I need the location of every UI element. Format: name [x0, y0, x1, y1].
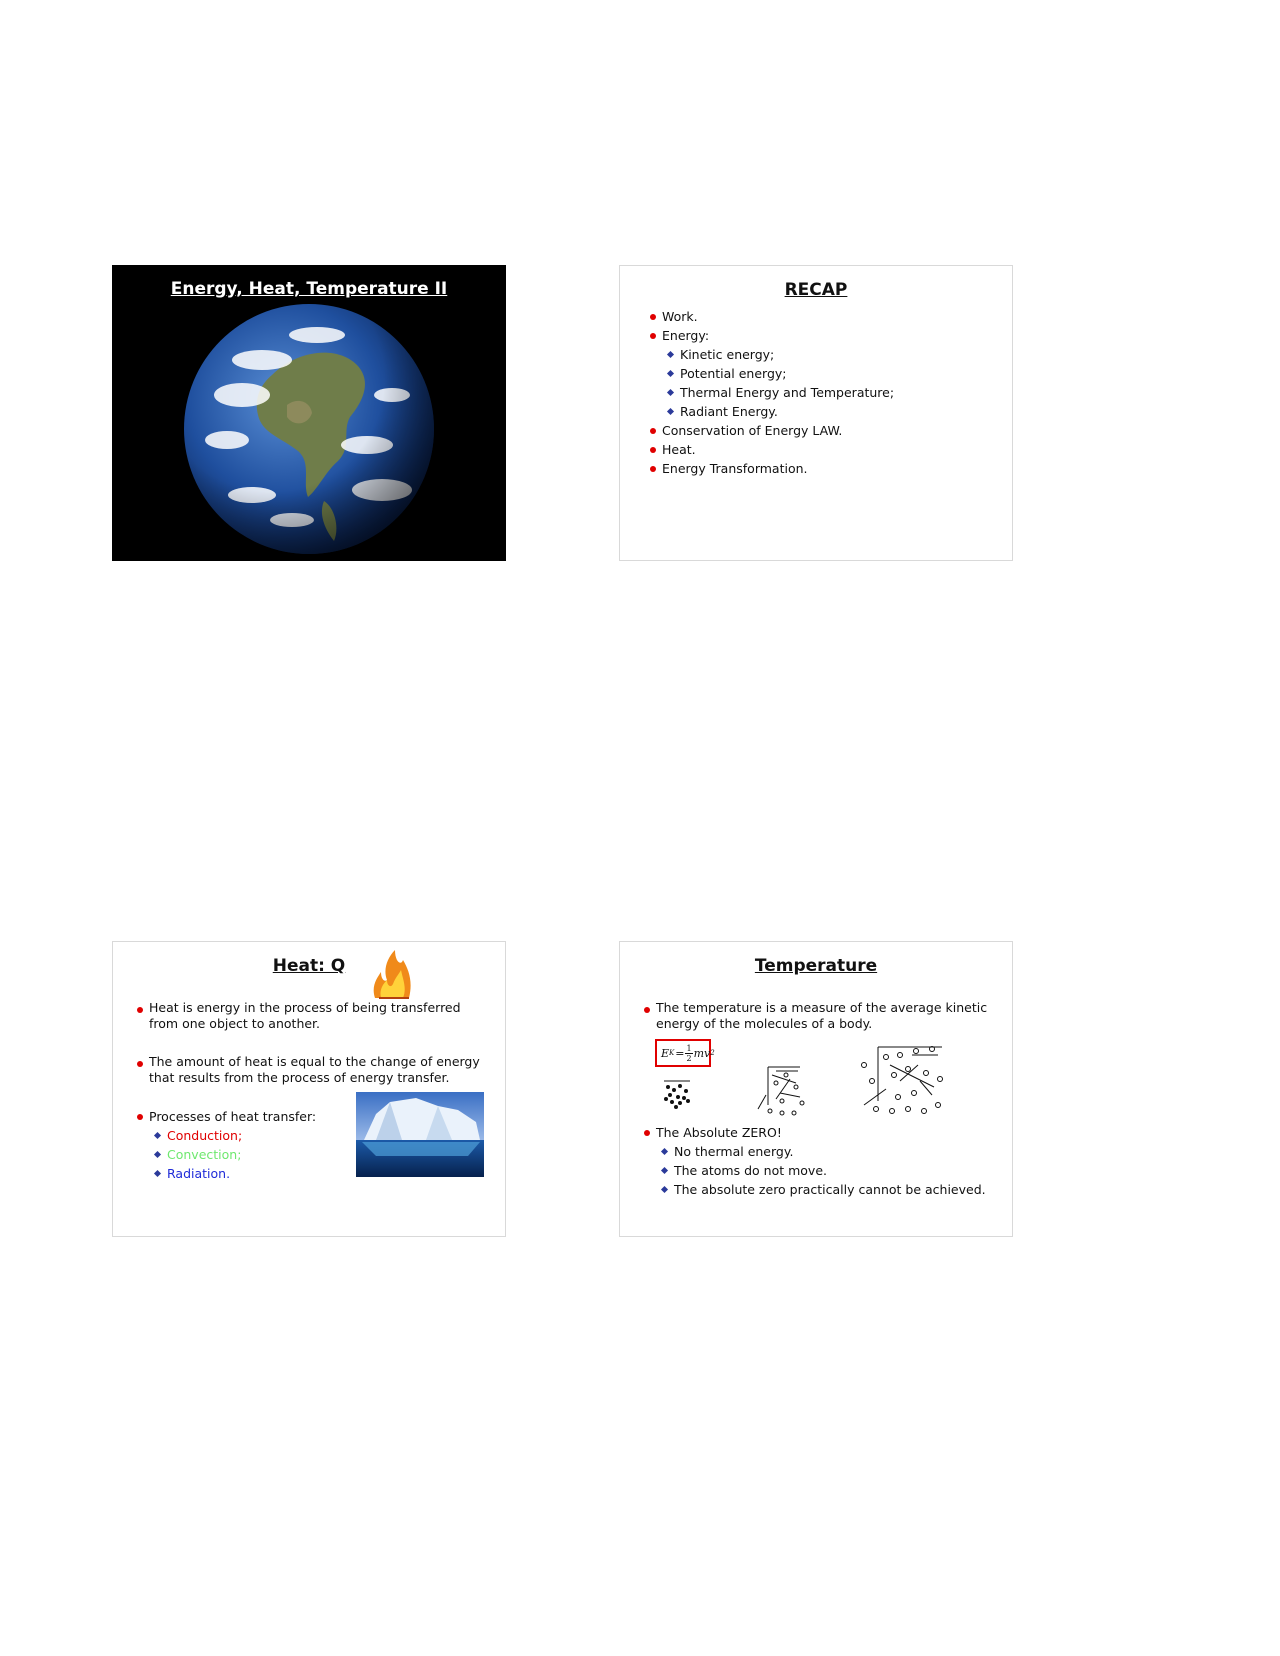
bullet-dot-icon: [137, 1061, 143, 1067]
list-item: Conservation of Energy LAW.: [650, 421, 894, 440]
bullet-diamond-icon: [667, 389, 674, 396]
list-item: The absolute zero practically cannot be achieved.: [644, 1180, 986, 1199]
slide2-title: RECAP: [784, 280, 848, 300]
temperature-bullet-1: The temperature is a measure of the average kinetic energy of the molecules of a body.: [644, 1000, 994, 1032]
bullet-dot-icon: [137, 1114, 143, 1120]
list-item: Convection;: [137, 1145, 316, 1164]
bullet-diamond-icon: [154, 1151, 161, 1158]
bullet-diamond-icon: [154, 1132, 161, 1139]
slide-title-earth: [112, 265, 506, 561]
list-item: Radiant Energy.: [650, 402, 894, 421]
list-item: The Absolute ZERO!: [644, 1123, 986, 1142]
slide-heat: [112, 941, 506, 1237]
list-item: Kinetic energy;: [650, 345, 894, 364]
iceberg-image: [356, 1092, 484, 1177]
list-item: Energy:: [650, 326, 894, 345]
bullet-diamond-icon: [661, 1167, 668, 1174]
flame-icon: [369, 948, 415, 1000]
bullet-diamond-icon: [667, 351, 674, 358]
bullet-dot-icon: [644, 1007, 650, 1013]
bullet-dot-icon: [644, 1130, 650, 1136]
heat-bullet-2: The amount of heat is equal to the change of energy that results from the process of energy transfer.: [137, 1054, 487, 1086]
slide-recap: [619, 265, 1013, 561]
slide4-title: Temperature: [754, 956, 878, 976]
bullet-diamond-icon: [154, 1170, 161, 1177]
list-item: Energy Transformation.: [650, 459, 894, 478]
heat-transfer-list: [137, 1107, 316, 1183]
bullet-dot-icon: [650, 428, 656, 434]
recap-list: [650, 307, 894, 478]
bullet-dot-icon: [650, 447, 656, 453]
bullet-diamond-icon: [667, 370, 674, 377]
list-item: Work.: [650, 307, 894, 326]
slide3-title: Heat: Q: [272, 956, 346, 976]
bullet-diamond-icon: [661, 1186, 668, 1193]
list-item: No thermal energy.: [644, 1142, 986, 1161]
bullet-dot-icon: [650, 333, 656, 339]
list-item: Radiation.: [137, 1164, 316, 1183]
molecules-diagram: [650, 1035, 980, 1121]
bullet-dot-icon: [137, 1007, 143, 1013]
bullet-dot-icon: [650, 314, 656, 320]
heat-bullet-1: Heat is energy in the process of being transferred from one object to another.: [137, 1000, 487, 1032]
list-item: The atoms do not move.: [644, 1161, 986, 1180]
bullet-dot-icon: [650, 466, 656, 472]
list-item: Conduction;: [137, 1126, 316, 1145]
slide1-title: Energy, Heat, Temperature II: [170, 279, 448, 299]
list-item: Processes of heat transfer:: [137, 1107, 316, 1126]
bullet-diamond-icon: [661, 1148, 668, 1155]
bullet-diamond-icon: [667, 408, 674, 415]
slide-temperature: [619, 941, 1013, 1237]
earth-globe-image: [112, 265, 506, 561]
kinetic-energy-formula: E K = $\frac{1}{2}$ mv 2: [655, 1039, 711, 1067]
list-item: Heat.: [650, 440, 894, 459]
list-item: Thermal Energy and Temperature;: [650, 383, 894, 402]
absolute-zero-list: [644, 1123, 986, 1199]
list-item: Potential energy;: [650, 364, 894, 383]
